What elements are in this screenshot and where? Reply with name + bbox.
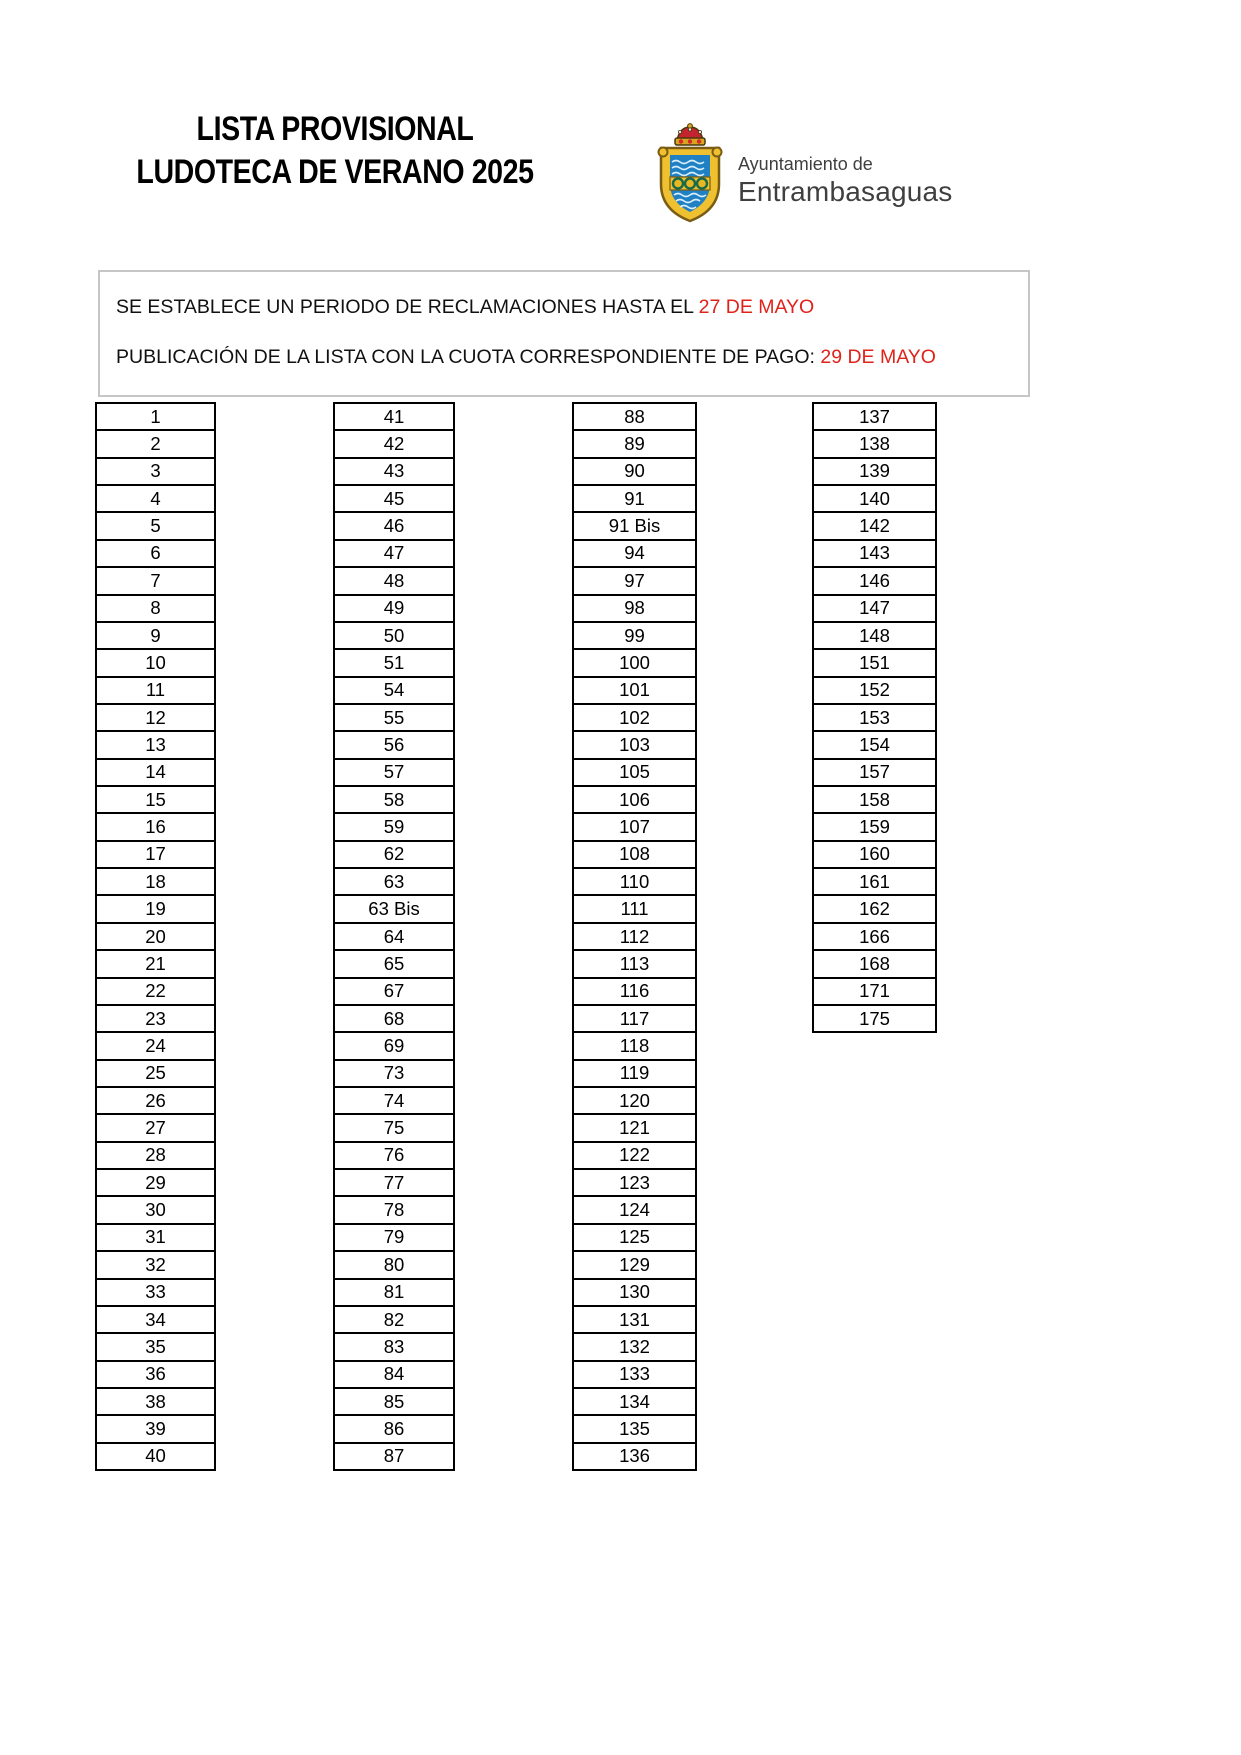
list-column-1 — [95, 402, 216, 1471]
list-cell: 6 — [95, 541, 216, 568]
list-cell: 82 — [333, 1307, 455, 1334]
list-cell: 69 — [333, 1033, 455, 1060]
list-cell: 67 — [333, 979, 455, 1006]
list-cell: 171 — [812, 979, 937, 1006]
list-cell: 91 Bis — [572, 513, 697, 540]
list-cell: 17 — [95, 842, 216, 869]
list-cell: 12 — [95, 705, 216, 732]
list-cell: 8 — [95, 596, 216, 623]
list-cell: 23 — [95, 1006, 216, 1033]
list-cell: 10 — [95, 650, 216, 677]
list-cell: 154 — [812, 732, 937, 759]
list-cell: 29 — [95, 1170, 216, 1197]
organization-name — [738, 152, 952, 208]
list-cell: 64 — [333, 924, 455, 951]
list-cell: 40 — [95, 1444, 216, 1471]
list-cell: 81 — [333, 1280, 455, 1307]
list-cell: 162 — [812, 896, 937, 923]
list-cell: 132 — [572, 1334, 697, 1361]
list-cell: 2 — [95, 431, 216, 458]
list-cell: 38 — [95, 1389, 216, 1416]
list-cell: 103 — [572, 732, 697, 759]
list-cell: 108 — [572, 842, 697, 869]
list-cell: 102 — [572, 705, 697, 732]
list-cell: 151 — [812, 650, 937, 677]
list-cell: 146 — [812, 568, 937, 595]
list-cell: 160 — [812, 842, 937, 869]
list-cell: 74 — [333, 1088, 455, 1115]
list-cell: 88 — [572, 404, 697, 431]
list-cell: 130 — [572, 1280, 697, 1307]
list-column-3 — [572, 402, 697, 1471]
list-cell: 84 — [333, 1362, 455, 1389]
list-cell: 18 — [95, 869, 216, 896]
list-column-2 — [333, 402, 455, 1471]
list-cell: 63 — [333, 869, 455, 896]
list-cell: 139 — [812, 459, 937, 486]
list-cell: 36 — [95, 1362, 216, 1389]
notice-line-1 — [116, 296, 814, 319]
list-cell: 116 — [572, 979, 697, 1006]
list-cell: 142 — [812, 513, 937, 540]
list-cell: 87 — [333, 1444, 455, 1471]
list-cell: 129 — [572, 1252, 697, 1279]
list-cell: 14 — [95, 760, 216, 787]
list-cell: 89 — [572, 431, 697, 458]
list-cell: 78 — [333, 1197, 455, 1224]
list-cell: 101 — [572, 678, 697, 705]
list-cell: 148 — [812, 623, 937, 650]
list-cell: 30 — [95, 1197, 216, 1224]
list-cell: 83 — [333, 1334, 455, 1361]
page-title-line-2: LUDOTECA DE VERANO 2025 — [136, 153, 534, 191]
list-cell: 20 — [95, 924, 216, 951]
list-cell: 152 — [812, 678, 937, 705]
list-cell: 3 — [95, 459, 216, 486]
notice-line-2-text: PUBLICACIÓN DE LA LISTA CON LA CUOTA CORRESPONDIENTE DE PAGO: — [116, 346, 821, 368]
list-cell: 39 — [95, 1416, 216, 1443]
list-cell: 136 — [572, 1444, 697, 1471]
list-cell: 100 — [572, 650, 697, 677]
list-cell: 168 — [812, 951, 937, 978]
list-cell: 24 — [95, 1033, 216, 1060]
list-cell: 33 — [95, 1280, 216, 1307]
list-cell: 157 — [812, 760, 937, 787]
list-cell: 62 — [333, 842, 455, 869]
notice-line-2 — [116, 346, 936, 369]
list-cell: 4 — [95, 486, 216, 513]
list-cell: 63 Bis — [333, 896, 455, 923]
list-cell: 118 — [572, 1033, 697, 1060]
list-cell: 140 — [812, 486, 937, 513]
organization-name-small: Ayuntamiento de — [738, 154, 873, 174]
list-cell: 5 — [95, 513, 216, 540]
list-cell: 121 — [572, 1115, 697, 1142]
list-cell: 56 — [333, 732, 455, 759]
list-cell: 119 — [572, 1061, 697, 1088]
list-cell: 90 — [572, 459, 697, 486]
list-cell: 91 — [572, 486, 697, 513]
list-cell: 124 — [572, 1197, 697, 1224]
list-cell: 34 — [95, 1307, 216, 1334]
list-cell: 46 — [333, 513, 455, 540]
list-cell: 26 — [95, 1088, 216, 1115]
list-cell: 59 — [333, 814, 455, 841]
list-cell: 99 — [572, 623, 697, 650]
list-cell: 45 — [333, 486, 455, 513]
notice-line-2-date: 29 DE MAYO — [820, 346, 936, 368]
list-cell: 65 — [333, 951, 455, 978]
list-cell: 131 — [572, 1307, 697, 1334]
list-cell: 25 — [95, 1061, 216, 1088]
list-cell: 147 — [812, 596, 937, 623]
list-cell: 80 — [333, 1252, 455, 1279]
list-cell: 98 — [572, 596, 697, 623]
page-title-line-1: LISTA PROVISIONAL — [196, 110, 474, 148]
list-cell: 77 — [333, 1170, 455, 1197]
list-cell: 125 — [572, 1225, 697, 1252]
list-cell: 43 — [333, 459, 455, 486]
list-cell: 41 — [333, 404, 455, 431]
list-cell: 68 — [333, 1006, 455, 1033]
list-cell: 86 — [333, 1416, 455, 1443]
list-cell: 107 — [572, 814, 697, 841]
list-cell: 49 — [333, 596, 455, 623]
list-cell: 106 — [572, 787, 697, 814]
list-cell: 166 — [812, 924, 937, 951]
list-cell: 22 — [95, 979, 216, 1006]
list-cell: 1 — [95, 404, 216, 431]
list-cell: 73 — [333, 1061, 455, 1088]
organization-name-large: Entrambasaguas — [738, 176, 953, 207]
list-cell: 15 — [95, 787, 216, 814]
list-cell: 111 — [572, 896, 697, 923]
entrambasaguas-coat-of-arms-icon — [654, 122, 726, 224]
list-cell: 9 — [95, 623, 216, 650]
list-cell: 161 — [812, 869, 937, 896]
list-column-4 — [812, 402, 937, 1033]
list-cell: 122 — [572, 1143, 697, 1170]
list-cell: 35 — [95, 1334, 216, 1361]
list-cell: 32 — [95, 1252, 216, 1279]
list-cell: 76 — [333, 1143, 455, 1170]
list-cell: 135 — [572, 1416, 697, 1443]
list-cell: 54 — [333, 678, 455, 705]
page-title — [125, 108, 545, 194]
list-cell: 27 — [95, 1115, 216, 1142]
list-cell: 31 — [95, 1225, 216, 1252]
list-cell: 105 — [572, 760, 697, 787]
list-cell: 11 — [95, 678, 216, 705]
list-cell: 112 — [572, 924, 697, 951]
list-cell: 134 — [572, 1389, 697, 1416]
list-cell: 153 — [812, 705, 937, 732]
list-cell: 16 — [95, 814, 216, 841]
list-cell: 137 — [812, 404, 937, 431]
list-cell: 13 — [95, 732, 216, 759]
list-cell: 51 — [333, 650, 455, 677]
notice-box — [98, 270, 1030, 397]
list-cell: 120 — [572, 1088, 697, 1115]
list-cell: 57 — [333, 760, 455, 787]
list-cell: 21 — [95, 951, 216, 978]
list-cell: 159 — [812, 814, 937, 841]
list-cell: 133 — [572, 1362, 697, 1389]
list-cell: 50 — [333, 623, 455, 650]
list-cell: 97 — [572, 568, 697, 595]
list-cell: 158 — [812, 787, 937, 814]
list-cell: 110 — [572, 869, 697, 896]
list-cell: 117 — [572, 1006, 697, 1033]
list-cell: 123 — [572, 1170, 697, 1197]
list-cell: 48 — [333, 568, 455, 595]
list-cell: 79 — [333, 1225, 455, 1252]
list-cell: 85 — [333, 1389, 455, 1416]
list-cell: 7 — [95, 568, 216, 595]
list-cell: 47 — [333, 541, 455, 568]
list-cell: 19 — [95, 896, 216, 923]
list-cell: 42 — [333, 431, 455, 458]
list-cell: 94 — [572, 541, 697, 568]
list-cell: 55 — [333, 705, 455, 732]
notice-line-1-text: SE ESTABLECE UN PERIODO DE RECLAMACIONES HASTA EL — [116, 296, 699, 318]
list-cell: 28 — [95, 1143, 216, 1170]
list-cell: 138 — [812, 431, 937, 458]
list-cell: 175 — [812, 1006, 937, 1033]
list-cell: 75 — [333, 1115, 455, 1142]
list-cell: 58 — [333, 787, 455, 814]
list-cell: 143 — [812, 541, 937, 568]
notice-line-1-date: 27 DE MAYO — [698, 296, 815, 318]
list-cell: 113 — [572, 951, 697, 978]
